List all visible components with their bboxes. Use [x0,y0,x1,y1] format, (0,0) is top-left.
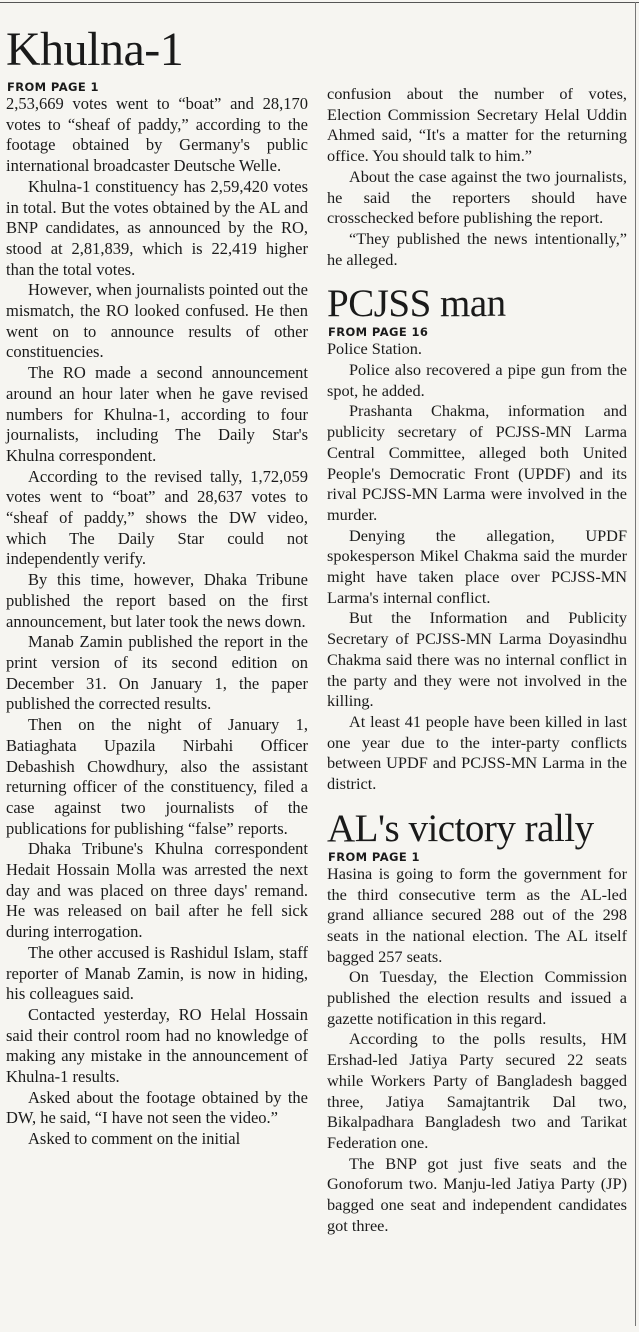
right-column-rule [635,2,636,1326]
paragraph: confusion about the number of votes, Election Commission Secretary Helal Uddin Ahmed said, “It's a matter for the returning office. You should talk to him.” [327,84,627,166]
paragraph: According to the polls results, HM Ershad-led Jatiya Party secured 22 seats while Workers Party of Bangladesh bagged three, Jatiya Samajtantrik Dal two, Bikalpadhara Bangladesh two and Tarikat Federation one. [327,1029,627,1152]
right-column [327,84,627,1250]
paragraph: The other accused is Rashidul Islam, staff reporter of Manab Zamin, is now in hiding, his colleagues said. [6,942,308,1004]
jump-line-khulna: FROM PAGE 1 [7,80,99,94]
paragraph: But the Information and Publicity Secretary of PCJSS-MN Larma Doyasindhu Chakma said there was no internal conflict in the party and they were not involved in the killing. [327,608,627,711]
paragraph: “They published the news intentionally,” he alleged. [327,228,627,269]
paragraph: Hasina is going to form the government for the third consecutive term as the AL-led grand alliance secured 288 out of the 298 seats in the national election. The AL itself bagged 257 seats. [327,863,627,966]
paragraph: Dhaka Tribune's Khulna correspondent Hedait Hossain Molla was arrested the next day and was placed on three days' remand. He was released on bail after he fell sick during interrogation. [6,839,308,942]
paragraph: Asked about the footage obtained by the DW, he said, “I have not seen the video.” [6,1087,308,1128]
article-pcjss [327,284,627,794]
paragraph: Prashanta Chakma, information and publicity secretary of PCJSS-MN Larma Central Committee, alleged both United People's Democratic Front (UPDF) and its rival PCJSS-MN Larma were involved in the murder. [327,401,627,524]
paragraph: The BNP got just five seats and the Gonoforum two. Manju-led Jatiya Party (JP) bagged one seat and independent candidates got three. [327,1153,627,1235]
paragraph: Contacted yesterday, RO Helal Hossain said their control room had no knowledge of making any mistake in the announcement of Khulna-1 results. [6,1004,308,1087]
khulna-continuation [327,84,627,270]
headline-rally: AL's victory rally [327,806,594,850]
paragraph: 2,53,669 votes went to “boat” and 28,170 votes to “sheaf of paddy,” according to the footage obtained by Germany's public international broadcaster Deutsche Welle. [6,94,308,176]
paragraph: Manab Zamin published the report in the print version of its second edition on December 31. On January 1, the paper published the corrected results. [6,632,308,714]
paragraph: Police Station. [327,339,422,359]
article-rally [327,806,627,1237]
paragraph: Denying the allegation, UPDF spokesperson Mikel Chakma said the murder might have taken place over PCJSS-MN Larma's internal conflict. [327,525,627,607]
jump-line-rally: FROM PAGE 1 [328,849,420,864]
jump-line-pcjss: FROM PAGE 16 [328,325,429,340]
paragraph: Then on the night of January 1, Batiaghata Upazila Nirbahi Officer Debashish Chowdhury, also the assistant returning officer of the constituency, filed a case against two journalists of the publications for publishing “false” reports. [6,715,308,838]
paragraph: On Tuesday, the Election Commission published the election results and issued a gazette notification in this regard. [327,967,627,1028]
paragraph: Khulna-1 constituency has 2,59,420 votes in total. But the votes obtained by the AL and BNP candidates, as announced by the RO, stood at 2,81,839, which is 22,419 higher than the total votes. [6,176,308,279]
headline-pcjss: PCJSS man [327,282,506,326]
paragraph: The RO made a second announcement around an hour later when he gave revised numbers for Khulna-1, according to four journalists, including The Daily Star's Khulna correspondent. [6,363,308,465]
left-column [6,18,308,1150]
paragraph: However, when journalists pointed out the mismatch, the RO looked confused. He then went on to announce results of other constituencies. [6,280,308,362]
paragraph: Police also recovered a pipe gun from the spot, he added. [327,360,627,400]
paragraph: At least 41 people have been killed in last one year due to the inter-party conflicts between UPDF and PCJSS-MN Larma in the district. [327,711,627,794]
paragraph: About the case against the two journalists, he said the reporters should have crosschecked before publishing the report. [327,166,627,228]
paragraph: By this time, however, Dhaka Tribune published the report based on the first announcement, but later took the news down. [6,570,308,631]
top-rule [0,2,639,3]
headline-khulna: Khulna-1 [6,23,184,76]
paragraph: Asked to comment on the initial [28,1129,241,1149]
paragraph: According to the revised tally, 1,72,059 votes went to “boat” and 28,637 votes to “sheaf of paddy,” shows the DW video, which The Daily Star could not independently verify. [6,466,308,569]
